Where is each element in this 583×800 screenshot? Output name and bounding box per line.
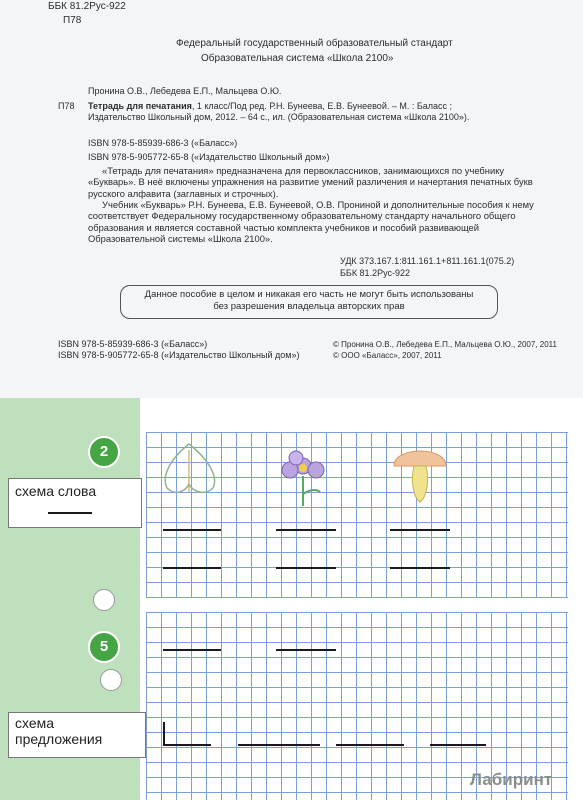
task5-answer-circle[interactable] [100,669,122,691]
leaf-drawing [155,436,225,500]
bbk: ББК 81.2Рус-922 [340,268,410,278]
task2-number-badge: 2 [88,436,120,468]
biblio-isbn1: ISBN 978-5-85939-686-3 («Баласс») [88,138,238,148]
task2-answer-circle[interactable] [93,589,115,611]
task2-answer-line-1[interactable] [163,567,221,569]
task2-label-box [8,478,142,528]
task2-scheme-line [48,512,92,514]
biblio-line1 [88,101,452,112]
biblio-line1-rest: , 1 класс/Под ред. Р.Н. Бунеева, Е.В. Бунеевой. – М. : Баласс ; [191,101,453,111]
udk: УДК 373.167.1:811.161.1+811.161.1(075.2) [340,256,515,266]
task2-word-line-2 [276,529,336,531]
task5-sentence-line-4[interactable] [430,744,486,746]
biblio-isbn2: ISBN 978-5-905772-65-8 («Издательство Школьный дом») [88,152,330,162]
book-title: Тетрадь для печатания [88,101,192,111]
flower-drawing [268,444,338,514]
mushroom-drawing [388,436,452,508]
task5-label-line-2: предложения [15,731,103,747]
authors: Пронина О.В., Лебедева Е.П., Мальцева О.Ю. [88,86,282,96]
notice-line-2: без разрешения владельца авторских прав [213,301,405,312]
notice-line-1: Данное пособие в целом и никакая его часть не могут быть использованы [144,289,474,300]
task5-word-line-2 [276,649,336,651]
footer-isbn1: ISBN 978-5-85939-686-3 («Баласс») [58,339,208,349]
task5-label-line-1: схема [15,715,55,731]
watermark: Лабиринт [470,770,553,789]
task5-sentence-line-1[interactable] [163,744,211,746]
task5-sentence-line-3[interactable] [336,744,404,746]
copyright-notice-box [120,285,498,319]
system-line: Образовательная система «Школа 2100» [201,53,394,64]
footer-copyright-1: © Пронина О.В., Лебедева Е.П., Мальцева О.Ю., 2007, 2011 [333,340,557,349]
task2-answer-line-3[interactable] [390,567,450,569]
annotation-paragraph-1: «Тетрадь для печатания» предназначена для первоклассников, занимающихся по учебнику «Букварь». В неё включены упражнения на развитие умений различения и начертания печатных букв русского алфавита (заглавных и строчных). [88,165,533,199]
footer-copyright-2: © ООО «Баласс», 2007, 2011 [333,351,442,360]
task5-sentence-line-2[interactable] [238,744,320,746]
task2-word-line-3 [390,529,450,531]
task5-word-line-1 [163,649,221,651]
task2-label: схема слова [15,483,97,499]
footer-isbn2: ISBN 978-5-905772-65-8 («Издательство Школьный дом») [58,350,300,360]
annotation-paragraph-2: Учебник «Букварь» Р.Н. Бунеева, Е.В. Бунеевой, О.В. Прониной и дополнительные пособия к нему соответствует Федеральному государственному образовательному стандарту начального общего образования и является составной частью комплекта учебников и пособий развивающей Образовательной системы «Школа 2100». [88,199,534,244]
bbk-top: ББК 81.2Рус-922 [48,1,126,12]
standard-line: Федеральный государственный образовательный стандарт [176,38,453,49]
biblio-line2: Издательство Школьный дом, 2012. – 64 с., ил. (Образовательная система «Школа 2100»). [88,112,470,122]
task5-sentence-start-mark [163,722,165,746]
task2-word-line-1 [163,529,221,531]
biblio-code: П78 [58,101,75,111]
task5-number-badge: 5 [88,631,120,663]
task5-label-box [8,712,146,758]
task2-answer-line-2[interactable] [276,567,336,569]
code-top: П78 [63,15,82,26]
